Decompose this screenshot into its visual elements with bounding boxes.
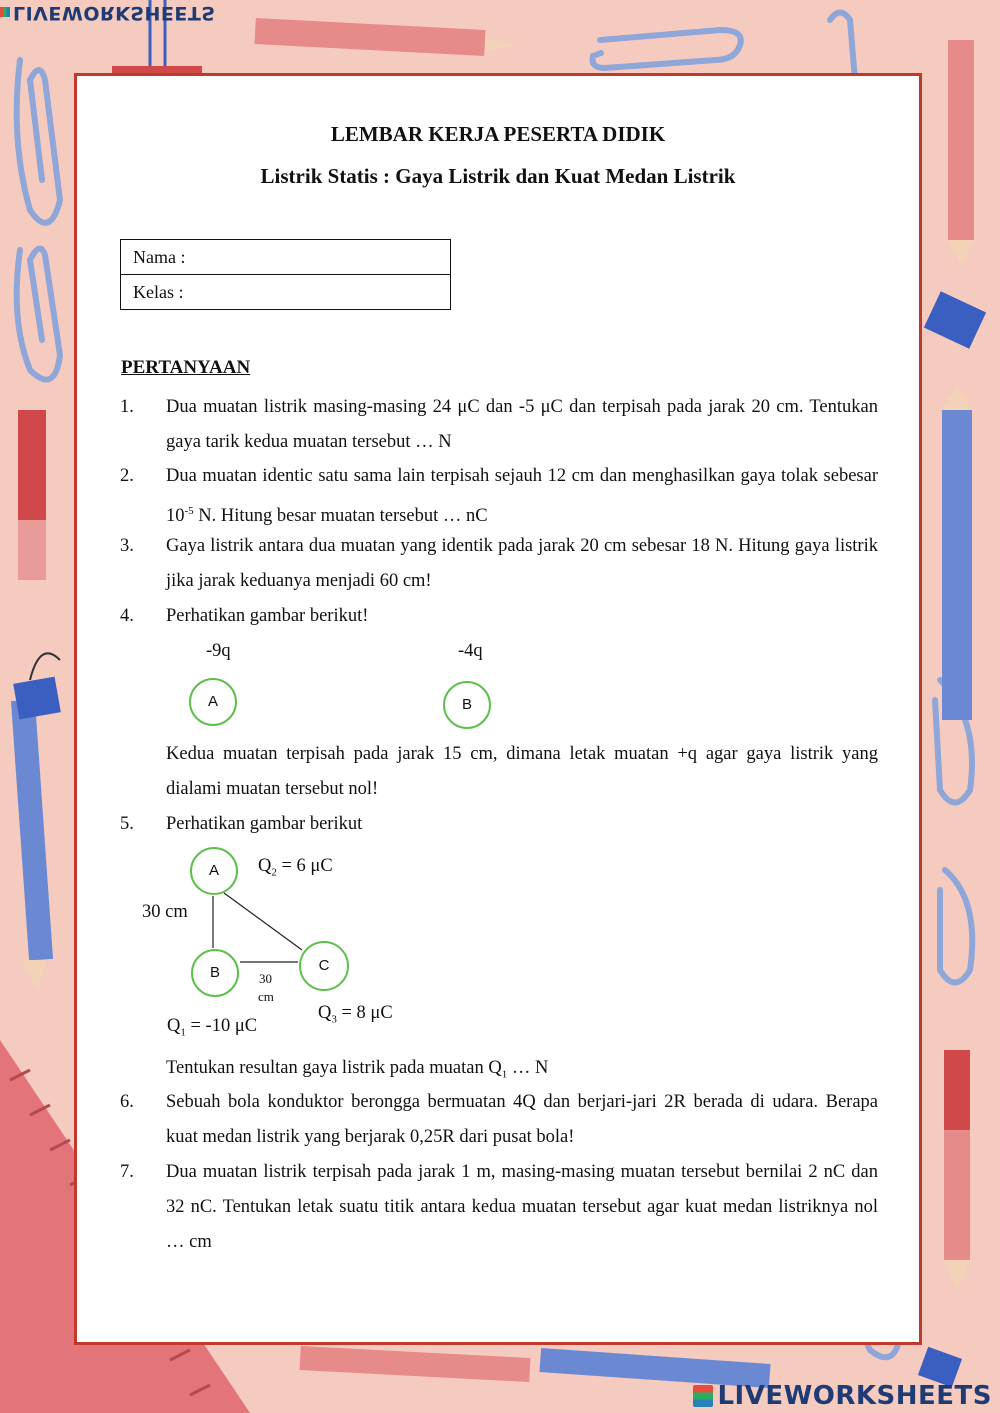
charge-a-value: -9q <box>206 641 231 661</box>
question-5 <box>120 807 878 842</box>
question-3 <box>120 529 878 599</box>
pencil-icon <box>18 410 46 580</box>
question-number: 1. <box>120 397 134 417</box>
name-field[interactable]: Nama : <box>121 240 451 275</box>
question-number: 5. <box>120 814 134 834</box>
page-subtitle: Listrik Statis : Gaya Listrik dan Kuat Medan Listrik <box>260 164 736 188</box>
class-field[interactable]: Kelas : <box>121 275 451 310</box>
charge-b-circle: B <box>191 949 239 997</box>
question-4-follow <box>120 737 878 807</box>
pencil-icon <box>948 40 974 265</box>
paperclip-icon <box>17 60 60 223</box>
charge-a-circle: A <box>190 847 238 895</box>
question-text: Tentukan resultan gaya listrik pada muatan $Q_1$ … N <box>166 1058 549 1081</box>
liveworksheets-watermark-bottom: LIVEWORKSHEETS <box>693 1381 992 1407</box>
question-number: 7. <box>120 1162 134 1182</box>
charge-q1-label: $Q_1 = -10$ μC <box>167 1016 258 1039</box>
paperclip-icon <box>593 30 741 68</box>
question-text: Kedua muatan terpisah pada jarak 15 cm, dimana letak muatan +q agar gaya listrik yang dialami muatan tersebut nol! <box>166 744 878 799</box>
paperclip-icon <box>17 249 60 380</box>
distance-bc-label: 30 <box>259 971 272 986</box>
paperclip-icon <box>940 870 972 983</box>
charge-b-circle: B <box>443 681 491 729</box>
distance-ab-label: 30 cm <box>142 902 188 922</box>
binder-clip-icon <box>924 291 986 348</box>
question-number: 2. <box>120 466 134 486</box>
charge-a-circle: A <box>189 678 237 726</box>
question-text: Dua muatan listrik masing-masing 24 μC dan -5 μC dan terpisah pada jarak 20 cm. Tentukan gaya tarik kedua muatan tersebut … N <box>166 397 878 452</box>
charge-q2-label: $Q_2 = 6$ μC <box>258 856 333 879</box>
question-text: Dua muatan identic satu sama lain terpisah sejauh 12 cm dan menghasilkan gaya tolak sebesar $10^{-5}$ N. Hitung besar muatan tersebut … nC <box>166 466 878 527</box>
question-text: Sebuah bola konduktor berongga bermuatan 4Q dan berjari-jari 2R berada di udara. Berapa kuat medan listrik yang berjarak 0,25R dari pusat bola! <box>166 1092 878 1147</box>
question-2 <box>120 459 878 534</box>
pencil-icon <box>942 385 972 720</box>
charge-b-value: -4q <box>458 641 483 661</box>
binder-clip-icon <box>13 653 61 719</box>
question-1 <box>120 390 878 460</box>
question-number: 4. <box>120 606 134 626</box>
charge-q3-label: $Q_3 = 8$ μC <box>318 1003 393 1026</box>
distance-bc-unit: cm <box>258 989 274 1004</box>
question-4 <box>120 599 878 634</box>
paperclip-icon <box>830 13 855 81</box>
question-7 <box>120 1155 878 1260</box>
page-title: LEMBAR KERJA PESERTA DIDIK <box>330 122 666 146</box>
question-text: Dua muatan listrik terpisah pada jarak 1 m, masing-masing muatan tersebut bernilai 2 nC dan 32 nC. Tentukan letak suatu titik antara kedua muatan tersebut agar kuat medan listriknya nol … cm <box>166 1162 878 1252</box>
question-text: Gaya listrik antara dua muatan yang identik pada jarak 20 cm sebesar 18 N. Hitung gaya listrik jika jarak keduanya menjadi 60 cm! <box>166 536 878 591</box>
question-text: Perhatikan gambar berikut! <box>166 606 369 626</box>
question-text: Perhatikan gambar berikut <box>166 814 363 834</box>
question-6 <box>120 1085 878 1155</box>
question-number: 6. <box>120 1092 134 1112</box>
liveworksheets-watermark-top: LIVEWORKSHEETS <box>0 2 216 24</box>
charge-c-circle: C <box>299 941 349 991</box>
section-heading: PERTANYAAN <box>121 357 251 378</box>
pencil-icon <box>11 699 53 990</box>
liveworksheets-logo-icon <box>693 1385 713 1407</box>
question-number: 3. <box>120 536 134 556</box>
identity-table <box>120 239 451 310</box>
liveworksheets-logo-icon <box>0 7 10 17</box>
pencil-icon <box>254 18 515 56</box>
pencil-icon <box>944 1050 970 1290</box>
